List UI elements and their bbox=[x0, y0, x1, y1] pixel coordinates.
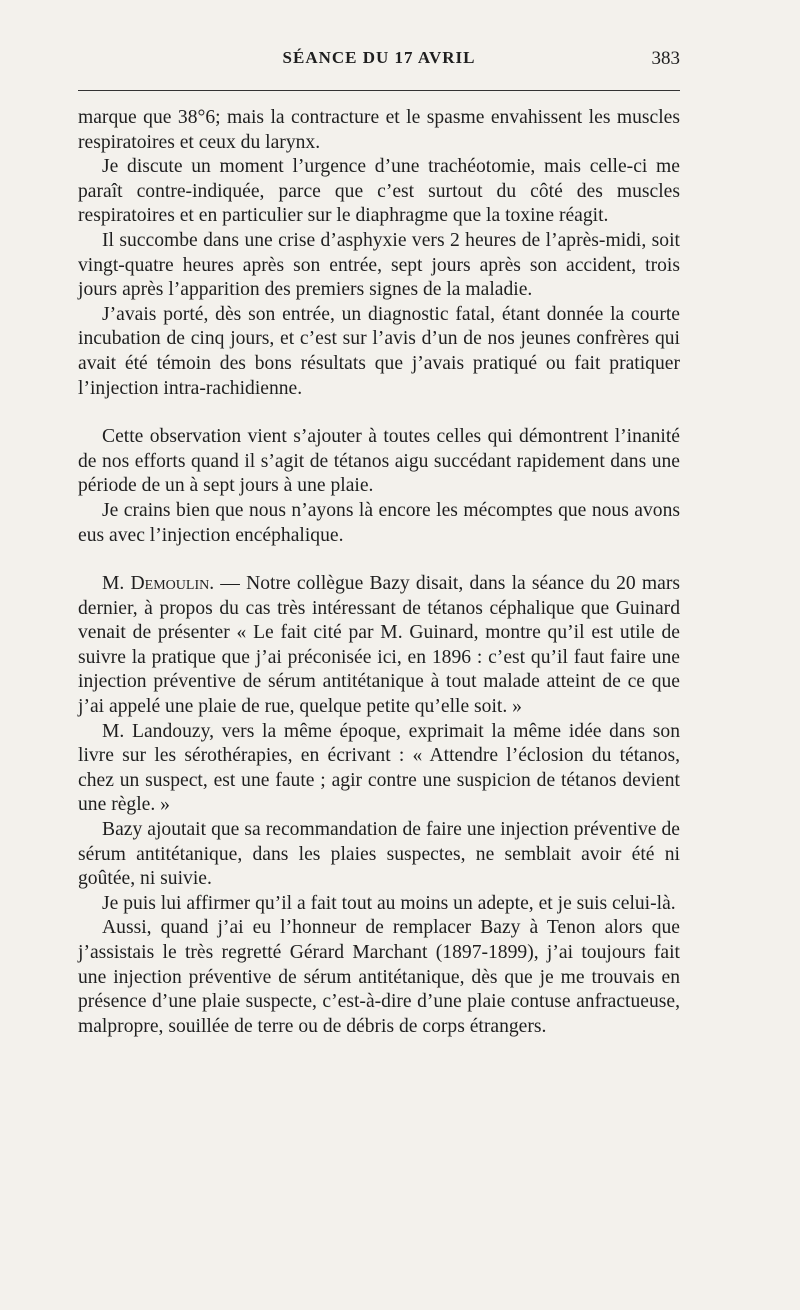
page-header bbox=[78, 48, 680, 78]
paragraph: J’avais porté, dès son entrée, un diagnostic fatal, étant donnée la courte incubation de cinq jours, et c’est sur l’avis d’un de nos jeunes confrères qui avait été témoin des bons résultats que j’avais pratiqué ou fait pratiquer l’injection intra-rachidienne. bbox=[78, 303, 680, 399]
paragraph: Je crains bien que nous n’ayons là encore les mécomptes que nous avons eus avec l’injection encéphalique. bbox=[78, 499, 680, 546]
paragraph: M. Landouzy, vers la même époque, exprimait la même idée dans son livre sur les sérothérapies, en écrivant : « Attendre l’éclosion du tétanos, chez un suspect, est une faute ; agir contre une suspicion de tétanos devient une règle. » bbox=[78, 720, 680, 816]
body-text bbox=[78, 106, 680, 1039]
speaker-paragraph bbox=[78, 572, 680, 720]
paragraph: Il succombe dans une crise d’asphyxie vers 2 heures de l’après-midi, soit vingt-quatre heures après son entrée, sept jours après son accident, trois jours après l’apparition des premiers signes de la maladie. bbox=[78, 229, 680, 301]
speech-text: . — Notre collègue Bazy disait, dans la séance du 20 mars dernier, à propos du cas très intéressant de tétanos céphalique que Guinard venait de présenter « Le fait cité par M. Guinard, montre qu’il est utile de suivre la pratique que j’ai préconisée ici, en 1896 : c’est qu’il faut faire une injection préventive de sérum antitétanique à tout malade atteint de ce que j’ai appelé une plaie de rue, quelque petite qu’elle soit. » bbox=[78, 573, 680, 718]
paragraph: Je puis lui affirmer qu’il a fait tout au moins un adepte, et je suis celui-là. bbox=[102, 892, 676, 914]
paragraph: Aussi, quand j’ai eu l’honneur de remplacer Bazy à Tenon alors que j’assistais le très regretté Gérard Marchant (1897-1899), j’ai toujours fait une injection préventive de sérum antitétanique, dès que je me trouvais en présence d’une plaie suspecte, c’est-à-dire d’une plaie contuse anfractueuse, malpropre, souillée de terre ou de débris de corps étrangers. bbox=[78, 917, 680, 1037]
paragraph: Bazy ajoutait que sa recommandation de faire une injection préventive de sérum antitétanique, dans les plaies suspectes, ne semblait avoir été ni goûtée, ni suivie. bbox=[78, 819, 680, 890]
speaker-prefix: M. bbox=[102, 573, 131, 595]
paragraph: Je discute un moment l’urgence d’une trachéotomie, mais celle-ci me paraît contre-indiquée, parce que c’est surtout du côté des muscles respiratoires et en particulier sur le diaphragme que la toxine réagit. bbox=[78, 156, 680, 227]
header-rule bbox=[78, 90, 680, 91]
page-number: 383 bbox=[651, 48, 680, 69]
speaker-name: Demoulin bbox=[130, 573, 210, 595]
paragraph: Cette observation vient s’ajouter à toutes celles qui démontrent l’inanité de nos efforts quand il s’agit de tétanos aigu succédant rapidement dans une période de un à sept jours à une plaie. bbox=[78, 426, 680, 497]
paragraph: marque que 38°6; mais la contracture et le spasme envahissent les muscles respiratoires et ceux du larynx. bbox=[78, 107, 680, 153]
running-title: SÉANCE DU 17 AVRIL bbox=[282, 48, 476, 67]
